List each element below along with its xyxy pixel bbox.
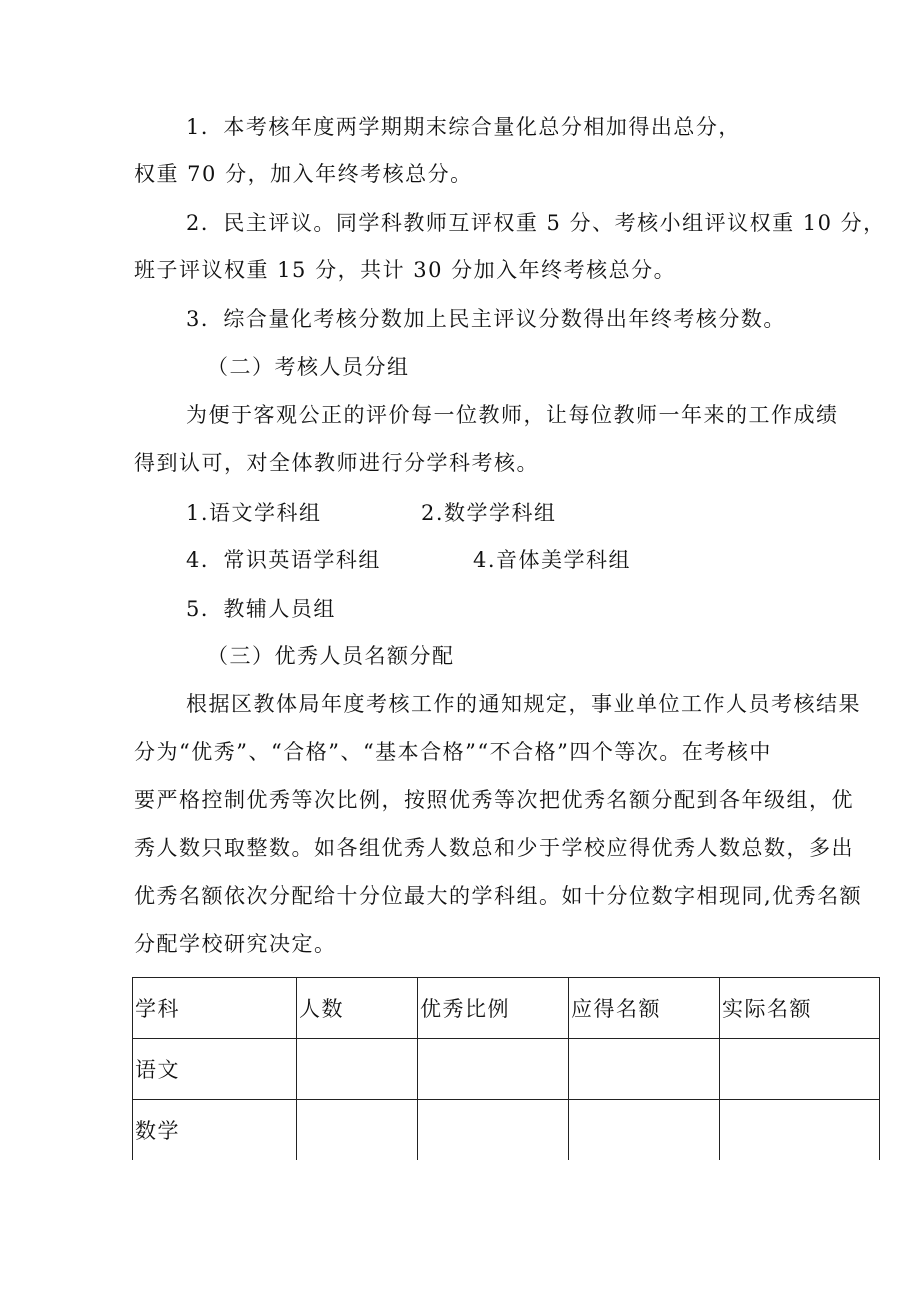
- header-actual-quota: 实际名额: [720, 978, 880, 1039]
- grouping-heading: （二）考核人员分组: [207, 355, 410, 379]
- quota-para-line6: 分配学校研究决定。: [134, 932, 337, 956]
- item3-line: 3．综合量化考核分数加上民主评议分数得出年终考核分数。: [186, 307, 786, 331]
- quota-para-line1: 根据区教体局年度考核工作的通知规定，事业单位工作人员考核结果: [186, 692, 861, 716]
- item1-line2: 权重 70 分，加入年终考核总分。: [134, 162, 473, 186]
- row-subject-cell: 数学: [133, 1100, 297, 1161]
- grouping-intro-line1: 为便于客观公正的评价每一位教师，让每位教师一年来的工作成绩: [186, 403, 839, 427]
- item1-line1: 1．本考核年度两学期期末综合量化总分相加得出总分，: [186, 115, 741, 139]
- quota-para-line4: 秀人数只取整数。如各组优秀人数总和少于学校应得优秀人数总数，多出: [134, 836, 854, 860]
- quota-para-line2: 分为“优秀”、“合格”、“基本合格”“不合格”四个等次。在考核中: [134, 740, 772, 764]
- grouping-intro-line2: 得到认可，对全体教师进行分学科考核。: [134, 451, 539, 475]
- group-chinese: 1.语文学科组: [186, 501, 322, 525]
- group-support-staff: 5．教辅人员组: [186, 597, 336, 621]
- quota-table: [132, 977, 880, 1160]
- row-entitled-cell: [569, 1100, 720, 1161]
- row-actual-cell: [720, 1039, 880, 1100]
- table-header-row: [133, 978, 880, 1039]
- row-entitled-cell: [569, 1039, 720, 1100]
- header-entitled-quota: 应得名额: [569, 978, 720, 1039]
- quota-para-line3: 要严格控制优秀等次比例，按照优秀等次把优秀名额分配到各年级组，优: [134, 788, 854, 812]
- row-ratio-cell: [418, 1100, 569, 1161]
- row-ratio-cell: [418, 1039, 569, 1100]
- group-music-pe-art: 4.音体美学科组: [473, 548, 632, 572]
- item2-line1: 2．民主评议。同学科教师互评权重 5 分、考核小组评议权重 10 分，: [186, 211, 886, 235]
- row-subject-cell: 语文: [133, 1039, 297, 1100]
- item2-line2: 班子评议权重 15 分，共计 30 分加入年终考核总分。: [134, 258, 677, 282]
- row-actual-cell: [720, 1100, 880, 1161]
- group-general-english: 4．常识英语学科组: [186, 548, 381, 572]
- quota-heading: （三）优秀人员名额分配: [207, 644, 455, 668]
- table-row: [133, 1100, 880, 1161]
- quota-para-line5: 优秀名额依次分配给十分位最大的学科组。如十分位数字相现同,优秀名额: [134, 884, 863, 908]
- header-subject: 学科: [133, 978, 297, 1039]
- group-math: 2.数学学科组: [421, 501, 557, 525]
- header-count: 人数: [297, 978, 418, 1039]
- header-excellent-ratio: 优秀比例: [418, 978, 569, 1039]
- row-count-cell: [297, 1100, 418, 1161]
- row-count-cell: [297, 1039, 418, 1100]
- table-row: [133, 1039, 880, 1100]
